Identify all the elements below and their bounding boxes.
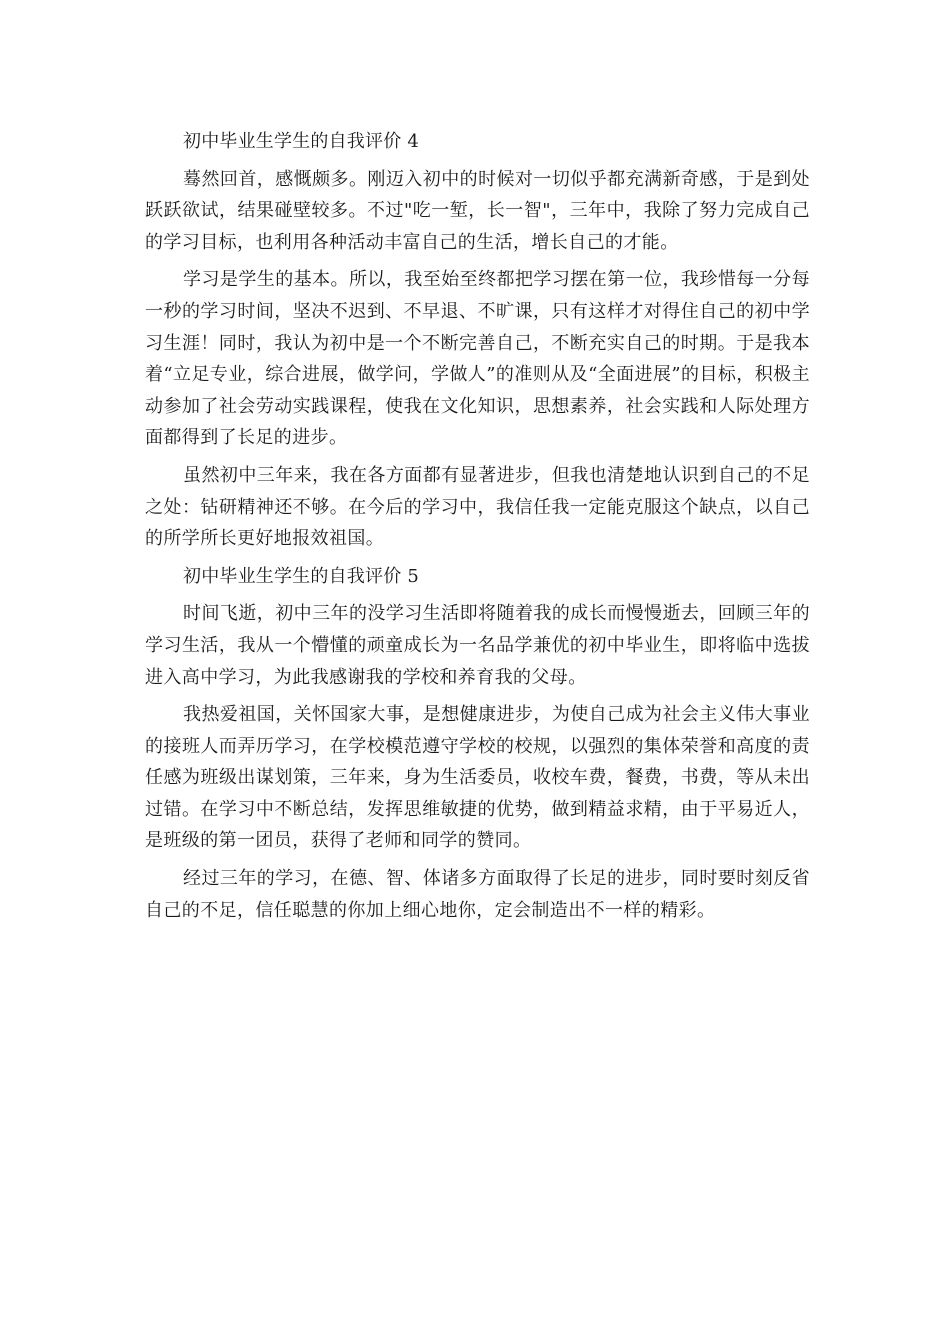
paragraph: 我热爱祖国，关怀国家大事，是想健康进步，为使自己成为社会主义伟大事业的接班人而弄历学习，在学校模范遵守学校的校规，以强烈的集体荣誉和高度的责任感为班级出谋划策，三年来，身为生活委员，收校车费，餐费，书费，等从未出过错。在学习中不断总结，发挥思维敏捷的优势，做到精益求精，由于平易近人，是班级的第一团员，获得了老师和同学的赞同。: [145, 704, 810, 852]
section-title-4: 初中毕业生学生的自我评价 4: [183, 131, 419, 152]
paragraph: 虽然初中三年来，我在各方面都有显著进步，但我也清楚地认识到自己的不足之处：钻研精神还不够。在今后的学习中，我信任我一定能克服这个缺点，以自己的所学所长更好地报效祖国。: [145, 464, 810, 550]
paragraph: 经过三年的学习，在德、智、体诸多方面取得了长足的进步，同时要时刻反省自己的不足，信任聪慧的你加上细心地你，定会制造出不一样的精彩。: [145, 868, 810, 921]
paragraph: 学习是学生的基本。所以，我至始至终都把学习摆在第一位，我珍惜每一分每一秒的学习时间，坚决不迟到、不早退、不旷课，只有这样才对得住自己的初中学习生涯！同时，我认为初中是一个不断完善自己，不断充实自己的时期。于是我本着“立足专业，综合进展，做学问，学做人”的准则从及“全面进展”的目标，积极主动参加了社会劳动实践课程，使我在文化知识，思想素养，社会实践和人际处理方面都得到了长足的进步。: [145, 269, 810, 449]
paragraph: 蓦然回首，感慨颇多。刚迈入初中的时候对一切似乎都充满新奇感，于是到处跃跃欲试，结果碰壁较多。不过"吃一堑，长一智"，三年中，我除了努力完成自己的学习目标，也利用各种活动丰富自己的生活，增长自己的才能。: [145, 168, 810, 253]
paragraph: 时间飞逝，初中三年的没学习生活即将随着我的成长而慢慢逝去，回顾三年的学习生活，我从一个懵懂的顽童成长为一名品学兼优的初中毕业生，即将临中选拔进入高中学习，为此我感谢我的学校和养育我的父母。: [145, 603, 810, 688]
section-title-5: 初中毕业生学生的自我评价 5: [183, 565, 419, 587]
document-body: [145, 126, 810, 932]
